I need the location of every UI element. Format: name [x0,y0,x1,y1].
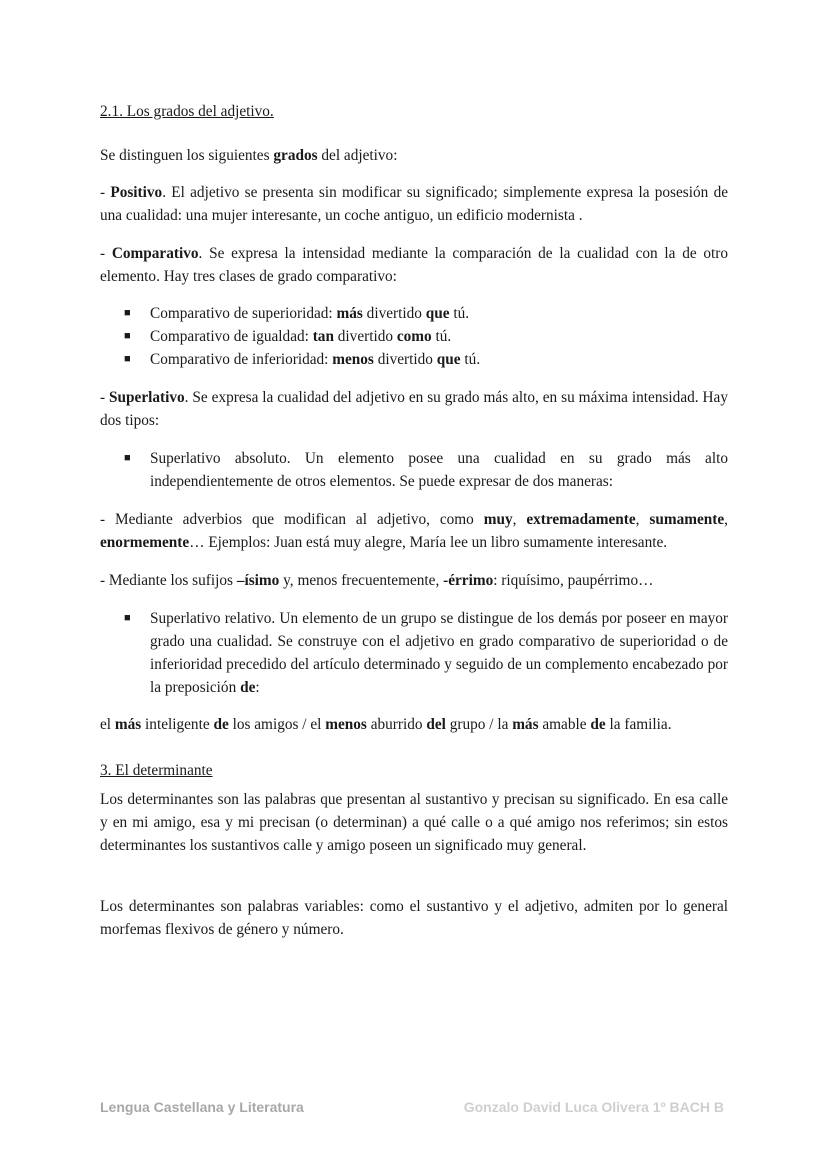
text-run: - [100,245,112,262]
bold-text: –ísimo [236,572,280,589]
bold-text: menos [332,351,374,368]
text-run: - Mediante adverbios que modifican al adjetivo, como [100,511,484,528]
text-run: la familia. [605,716,672,733]
bullet-icon: ■ [124,353,131,365]
bold-text: extremadamente [526,511,636,528]
bold-text: menos [325,716,367,733]
section-title: 2.1. Los grados del adjetivo. [100,103,274,120]
text-run: divertido [373,351,437,368]
text-run: del adjetivo: [317,147,398,164]
section3-title: 3. El determinante [100,762,213,779]
text-run: : riquísimo, paupérrimo… [493,572,654,589]
text-run: el [100,716,115,733]
bold-text: de [240,679,256,696]
bullet-icon: ■ [124,307,131,319]
bold-text: grados [273,147,318,164]
text-run: Superlativo absoluto. Un elemento posee una cualidad en su grado más alto independientemente de otros elementos. Se puede expresar de dos maneras: [150,450,728,490]
text-run: inteligente [141,716,214,733]
text-run: aburrido [366,716,427,733]
text-run: , [724,511,728,528]
examples-paragraph [100,713,728,736]
bold-text: del [426,716,446,733]
text-run: . El adjetivo se presenta sin modificar su significado; simplemente expresa la posesión de una cualidad: una mujer interesante, un coche antiguo, un edificio modernista . [100,184,729,224]
bold-text: de [213,716,229,733]
text-run: . Se expresa la intensidad mediante la comparación de la cualidad con la de otro elemento. Hay tres clases de grado comparativo: [100,245,728,285]
sufijos-paragraph [100,569,728,592]
bold-text: Superlativo [109,389,185,406]
text-run: Se distinguen los siguientes [100,147,274,164]
bullet-icon: ■ [124,612,131,624]
text-run: Comparativo de inferioridad: [150,351,333,368]
bold-text: enormemente [100,534,190,551]
text-run: Comparativo de superioridad: [150,305,337,322]
bold-text: muy [483,511,513,528]
text-run: , [512,511,527,528]
text-run: … Ejemplos: Juan está muy alegre, María lee un libro sumamente interesante. [189,534,668,551]
text-run: , [635,511,650,528]
text-run: divertido [333,328,397,345]
determinante-paragraph [100,788,728,857]
list-item [150,348,728,371]
superlativo-paragraph [100,386,728,432]
text-run: - [100,389,110,406]
positivo-paragraph [100,181,728,227]
list-item [150,302,728,325]
text-run: tú. [460,351,481,368]
bold-text: más [336,305,363,322]
bullet-icon: ■ [124,452,131,464]
comparativo-paragraph [100,242,728,288]
text-run: - Mediante los sufijos [100,572,237,589]
bold-text: más [512,716,539,733]
text-run: Superlativo relativo. Un elemento de un grupo se distingue de los demás por poseer en mayor grado una cualidad. Se construye con el adjetivo en grado comparativo de superioridad o de inferioridad precedido del artículo determinado y seguido de un complemento encabezado por la preposición [150,610,728,696]
list-item [150,325,728,348]
footer-right: Gonzalo David Luca Olivera 1º BACH B [463,1099,724,1115]
text-run: Los determinantes son palabras variables: como el sustantivo y el adjetivo, admiten por lo general morfemas flexivos de género y número. [100,898,728,938]
text-run: - [100,184,111,201]
bold-text: como [396,328,432,345]
bold-text: Positivo [110,184,163,201]
text-run: : [255,679,260,696]
list-item [150,607,728,699]
text-run: tú. [431,328,452,345]
text-run: Comparativo de igualdad: [150,328,313,345]
bold-text: de [590,716,606,733]
text-run: grupo / la [445,716,513,733]
bold-text: sumamente [649,511,725,528]
bold-text: que [436,351,461,368]
text-run: y, menos frecuentemente, [279,572,444,589]
text-run: Los determinantes son las palabras que presentan al sustantivo y precisan su significado. En esa calle y en mi amigo, esa y mi precisan (o determinan) a qué calle o a qué amigo nos referimos; sin estos determinantes los sustantivos calle y amigo poseen un significado muy general. [100,791,728,854]
footer-left: Lengua Castellana y Literatura [100,1099,304,1115]
adverbios-paragraph [100,508,728,554]
intro-paragraph [100,144,728,167]
bullet-icon: ■ [124,330,131,342]
list-item [150,447,728,493]
text-run: tú. [449,305,470,322]
bold-text: -érrimo [443,572,494,589]
text-run: amable [538,716,591,733]
text-run: divertido [362,305,426,322]
bold-text: más [114,716,142,733]
text-run: . Se expresa la cualidad del adjetivo en su grado más alto, en su máxima intensidad. Hay dos tipos: [100,389,728,429]
determinante-paragraph-2 [100,895,728,941]
text-run: los amigos / el [228,716,326,733]
bold-text: que [425,305,450,322]
bold-text: Comparativo [111,245,199,262]
bold-text: tan [312,328,334,345]
